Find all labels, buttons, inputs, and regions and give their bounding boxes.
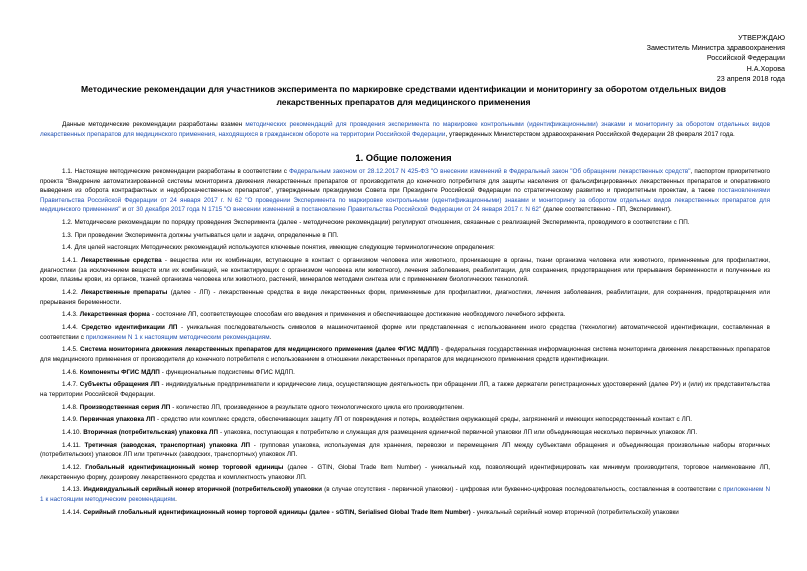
section-heading: 1. Общие положения xyxy=(355,152,452,163)
federal-law-link[interactable]: Федеральным законом от 28.12.2017 N 425-ФЗ "О внесении изменений в Федеральный закон "Об обращении лекарственных средств" xyxy=(289,168,691,175)
definition: (в случае отсутствия - первичной упаковки) - цифровая или буквенно-цифровая последовательность, составленная в соответствии с xyxy=(321,486,724,494)
paragraph-number: 1.4.12. xyxy=(62,464,86,472)
definition: - индивидуальные предприниматели и юридические лица, осуществляющие деятельность при обращении ЛП, а также держатели регистрационных удостоверений (далее РУ) и (или) их представительства на территории Российской Федерации. xyxy=(40,381,770,398)
intro-link[interactable]: методических рекомендаций для проведения эксперимента по маркировке контрольными (идентификационными) знаками и мониторингу за оборотом отдельных видов лекарственных препаратов для медицинского применения, находящихся в гражданском обороте на территории Российской Федерации xyxy=(40,121,770,138)
paragraph-text: , паспортом приоритетного проекта "Внедрение автоматизированной системы мониторинга движения лекарственных препаратов от производителя до конечного потребителя для защиты населения от фальсифицированных лекарственных препаратов и оперативного выведения из оборота контрафактных и недоброкачественных препаратов", утвержденным президиумом Совета при Президенте Российской Федерации по стратегическому развитию и приоритетным проектам, а также xyxy=(40,168,770,195)
paragraph-text: 1.1. Настоящие методические рекомендации разработаны в соответствии с xyxy=(62,168,290,175)
term: Индивидуальный серийный номер вторичной (потребительской) упаковки xyxy=(83,486,322,494)
term: Лекарственная форма xyxy=(79,311,150,319)
definition: - федеральная государственная информационная система мониторинга движения лекарственных препаратов для медицинского применения от производителя до конечного потребителя с использованием в отношении лекарственных препаратов для медицинского применения средств идентификации. xyxy=(40,346,770,363)
appendix-1-link[interactable]: приложением N 1 к настоящим методическим рекомендациям xyxy=(40,486,770,503)
approval-position: Заместитель Министра здравоохранения xyxy=(646,43,785,53)
paragraph-1-4-6 xyxy=(40,368,770,378)
document-title xyxy=(60,83,747,108)
paragraph-1-4-3 xyxy=(40,310,770,320)
term: Система мониторинга движения лекарственных препаратов для медицинского применения (далее ФГИС МДЛП) xyxy=(80,346,439,354)
approval-heading: УТВЕРЖДАЮ xyxy=(738,33,785,42)
definition: - количество ЛП, произведенное в результате одного технологического цикла его производителем. xyxy=(170,403,464,411)
paragraph-number: 1.4.9. xyxy=(62,416,80,424)
paragraph-1-4-7 xyxy=(40,380,770,399)
paragraph-1-3: 1.3. При проведении Эксперимента должны учитываться цели и задачи, определенные в ПП. xyxy=(62,231,339,239)
definition: - состояние ЛП, соответствующее способам его введения и применения и обеспечивающее достижение необходимого лечебного эффекта. xyxy=(149,311,566,319)
paragraph-number: 1.4.3. xyxy=(62,311,80,319)
definition: - уникальная последовательность символов в машиночитаемой форме или представленная с использованием иного средства (технологии) автоматической идентификации, составленная в соответствии с xyxy=(40,323,770,341)
paragraph-1-4-14 xyxy=(40,508,770,518)
paragraph-1-2: 1.2. Методические рекомендации по порядку проведения Эксперимента (далее - методические рекомендации) регулируют отношения, связанные с реализацией Эксперимента, проводимого в соответствии с ПП. xyxy=(62,218,690,226)
paragraph-number: 1.4.6. xyxy=(62,368,80,376)
approval-country: Российской Федерации xyxy=(706,53,785,63)
term: Субъекты обращения ЛП xyxy=(79,381,160,389)
term: Лекарственные препараты xyxy=(81,288,168,296)
document-title-line: Методические рекомендации для участников эксперимента по маркировке средствами идентификации и мониторингу за оборотом отдельных видов xyxy=(80,84,727,94)
paragraph-number: 1.4.11. xyxy=(62,441,85,449)
paragraph-1-4-1 xyxy=(40,256,770,285)
paragraph-number: 1.4.1. xyxy=(62,257,81,265)
term: Третичная (заводская, транспортная) упаковка ЛП xyxy=(84,441,251,449)
definition: - вещества или их комбинации, вступающие в контакт с организмом человека или животного, проникающие в органы, ткани организма человека или животного, применяемые для профилактики, диагностики (за исключением веществ или их комбинаций, не контактирующих с организмом человека или животного), лечения заболевания, реабилитации, для сохранения, предотвращения или прерывания беременности и полученные из крови, плазмы крови, из органов, тканей организма человека или животного, растений, минералов методами синтеза или с применением биологических технологий. xyxy=(40,257,770,284)
definition: - упаковка, поступающая к потребителю и служащая для размещения единичной первичной упаковки ЛП или объединяющая несколько первичных упаковок ЛП. xyxy=(218,429,698,437)
paragraph-number: 1.4.8. xyxy=(62,403,80,411)
paragraph-number: 1.4.14. xyxy=(62,508,84,516)
paragraph-1-4-10 xyxy=(40,428,770,438)
definition: (далее - ЛП) - лекарственные средства в виде лекарственных форм, применяемые для профилактики, диагностики, лечения заболевания, реабилитации, для сохранения, предотвращения или прерывания беременности. xyxy=(40,288,771,306)
paragraph-1-4: 1.4. Для целей настоящих Методических рекомендаций используются ключевые понятия, имеющие следующие терминологические определения: xyxy=(62,244,495,252)
term: Производственная серия ЛП xyxy=(79,403,171,411)
paragraph-1-4-2 xyxy=(40,288,770,307)
paragraph-number: 1.4.13. xyxy=(62,486,84,494)
approval-block xyxy=(647,33,785,84)
paragraph-1-4-13 xyxy=(40,485,770,504)
paragraph-number: 1.4.5. xyxy=(62,346,80,354)
term: Компоненты ФГИС МДЛП xyxy=(79,368,160,376)
paragraph-1-4-4 xyxy=(40,323,770,342)
paragraph-number: 1.4.10. xyxy=(62,429,84,437)
definition: - функциональные подсистемы ФГИС МДЛП. xyxy=(159,368,295,376)
paragraph-1-4-5 xyxy=(40,345,770,364)
paragraph-number: 1.4.4. xyxy=(62,323,82,331)
government-decree-link[interactable]: постановлениями Правительства Российской Федерации от 24 января 2017 г. N 62 "О проведении Эксперимента по маркировке контрольными (идентификационными) знаками и мониторингу за оборотом отдельных видов лекарственных препаратов для медицинского применения" xyxy=(40,187,770,214)
paragraph-text: и xyxy=(120,206,128,214)
approval-signer: Н.А.Хорова xyxy=(746,63,785,73)
definition: - уникальный серийный номер вторичной (потребительской) упаковки xyxy=(470,508,679,516)
intro-text: Данные методические рекомендации разработаны взамен xyxy=(62,121,246,128)
paragraph-1-4-11 xyxy=(40,441,770,460)
intro-text: , утвержденных Министерством здравоохранения Российской Федерации 28 февраля 2017 года. xyxy=(445,130,735,138)
paragraph-number: 1.4.2. xyxy=(62,288,82,296)
definition: . xyxy=(175,495,177,503)
paragraph-text: (далее соответственно - ПП, Эксперимент). xyxy=(541,206,672,214)
definition: - групповая упаковка, используемая для хранения, перевозки и перемещения ЛП между субъектами обращения и объединяющая произвольные наборы вторичных (потребительских) упаковок ЛП или третичных (заводских, транспортных) упаковок ЛП. xyxy=(40,441,770,459)
term: Лекарственные средства xyxy=(80,257,162,265)
approval-date: 23 апреля 2018 года xyxy=(716,73,785,83)
document-body xyxy=(40,167,770,520)
paragraph-1-4-8 xyxy=(40,403,770,413)
intro-paragraph xyxy=(40,120,770,139)
term: Глобальный идентификационный номер торговой единицы xyxy=(85,464,284,472)
definition: . xyxy=(269,333,272,341)
document-title-line: лекарственных препаратов для медицинского применения xyxy=(276,96,531,107)
term: Средство идентификации ЛП xyxy=(81,323,178,331)
term: Серийный глобальный идентификационный номер торговой единицы (далее - sGTIN, Serialised Global Trade Item Number) xyxy=(83,508,471,516)
appendix-1-link[interactable]: приложением N 1 к настоящим методическим рекомендациям xyxy=(85,333,270,341)
paragraph-1-4-9 xyxy=(40,415,770,425)
paragraph-1-4-12 xyxy=(40,463,770,482)
paragraph-1-1 xyxy=(40,167,770,215)
decree-amendment-link[interactable]: от 30 декабря 2017 года N 1715 "О внесении изменений в постановление Правительства Российской Федерации от 24 января 2017 г. N 62" xyxy=(127,206,542,214)
definition: - средство или комплекс средств, обеспечивающих защиту ЛП от повреждения и потерь, воздействия окружающей среды, загрязнений и имеющих непосредственный контакт с ЛП. xyxy=(155,416,693,424)
paragraph-number: 1.4.7. xyxy=(62,381,80,389)
term: Вторичная (потребительская) упаковка ЛП xyxy=(83,429,219,437)
definition: (далее - GTIN, Global Trade Item Number) - уникальный код, позволяющий идентифицировать как минимум производителя, торговое наименование ЛП, лекарственную форму, дозировку лекарственного средства и комплектность упаковки ЛП. xyxy=(40,464,770,481)
term: Первичная упаковка ЛП xyxy=(79,416,156,424)
